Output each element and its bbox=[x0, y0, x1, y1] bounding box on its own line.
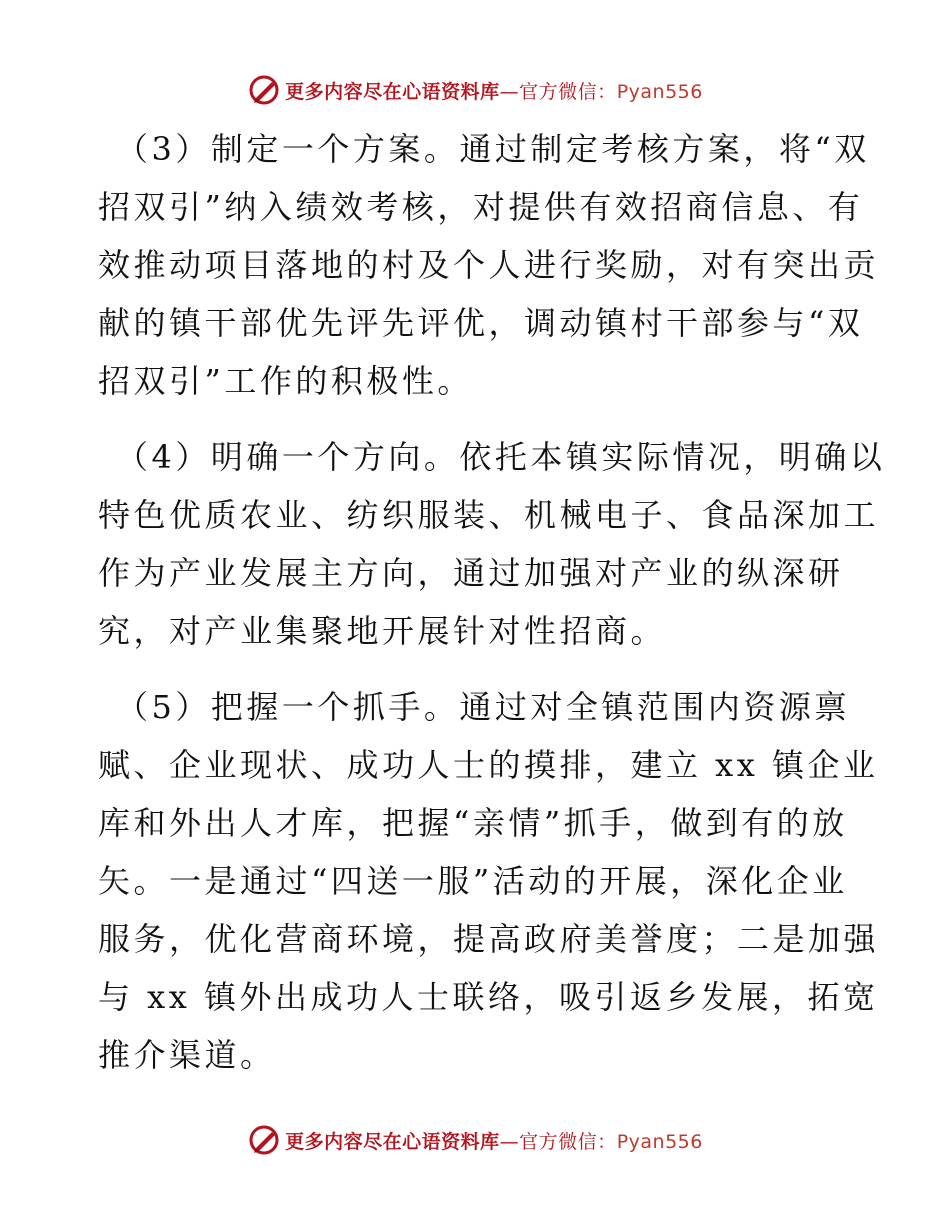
text-line: （5）把握一个抓手。通过对全镇范围内资源禀 bbox=[116, 688, 850, 726]
text-line: 服务，优化营商环境，提高政府美誉度；二是加强 bbox=[98, 920, 880, 958]
text-line: 特色优质农业、纺织服装、机械电子、食品深加工 bbox=[98, 496, 880, 534]
watermark-dash: — bbox=[499, 80, 520, 103]
paragraph-3 bbox=[98, 120, 880, 410]
watermark-text bbox=[285, 1127, 703, 1154]
text-line: 献的镇干部优先评先评优，调动镇村干部参与“双 bbox=[98, 304, 864, 342]
paragraph-4 bbox=[98, 428, 886, 660]
text-line: （3）制定一个方案。通过制定考核方案，将“双 bbox=[116, 130, 870, 168]
watermark-brand: 更多内容尽在心语资料库 bbox=[285, 80, 500, 103]
footer-watermark bbox=[0, 1122, 950, 1158]
watermark-wechat-label: 官方微信： bbox=[519, 80, 617, 103]
text-line: 赋、企业现状、成功人士的摸排，建立 xx 镇企业 bbox=[98, 746, 879, 784]
text-line: 招双引”纳入绩效考核，对提供有效招商信息、有 bbox=[98, 188, 864, 226]
text-line: 效推动项目落地的村及个人进行奖励，对有突出贡 bbox=[98, 246, 880, 284]
pen-logo-icon bbox=[247, 73, 281, 107]
text-line: 究，对产业集聚地开展针对性招商。 bbox=[98, 612, 667, 650]
watermark-text bbox=[285, 77, 703, 104]
text-line: 招双引”工作的积极性。 bbox=[98, 362, 473, 400]
text-line: 推介渠道。 bbox=[98, 1036, 276, 1074]
text-line: （4）明确一个方向。依托本镇实际情况，明确以 bbox=[116, 438, 886, 476]
watermark-wechat-label: 官方微信： bbox=[519, 1130, 617, 1153]
document-body bbox=[98, 120, 886, 1102]
pen-logo-icon bbox=[247, 1123, 281, 1157]
paragraph-5 bbox=[98, 678, 880, 1084]
text-line: 库和外出人才库，把握“亲情”抓手，做到有的放 bbox=[98, 804, 848, 842]
text-line: 与 xx 镇外出成功人士联络，吸引返乡发展，拓宽 bbox=[98, 978, 879, 1016]
header-watermark bbox=[0, 72, 950, 108]
text-line: 矢。一是通过“四送一服”活动的开展，深化企业 bbox=[98, 862, 848, 900]
text-line: 作为产业发展主方向，通过加强对产业的纵深研 bbox=[98, 554, 844, 592]
watermark-dash: — bbox=[499, 1130, 520, 1153]
watermark-brand: 更多内容尽在心语资料库 bbox=[285, 1130, 500, 1153]
watermark-wechat-id: Pyan556 bbox=[616, 1130, 703, 1153]
watermark-wechat-id: Pyan556 bbox=[616, 80, 703, 103]
